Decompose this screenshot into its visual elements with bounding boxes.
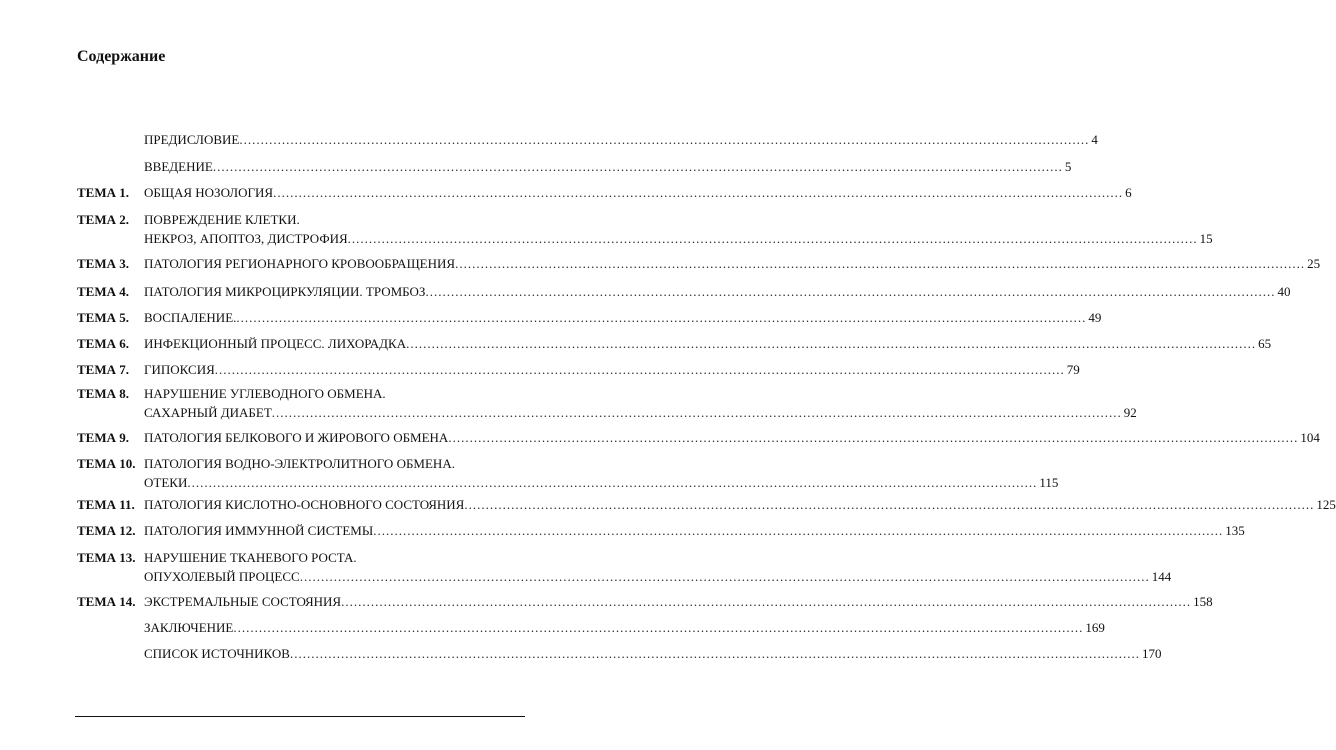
toc-entry-line [0, 184, 1132, 202]
toc-entry-line [0, 361, 1080, 379]
toc-topic-number: ТЕМА 1. [77, 185, 129, 200]
toc-entry-title: ИНФЕКЦИОННЫЙ ПРОЦЕСС. ЛИХОРАДКА [144, 336, 407, 351]
dot-leader: ........................................................................................................................................................................................................ [214, 362, 1065, 377]
toc-entry-title: САХАРНЫЙ ДИАБЕТ [144, 405, 272, 420]
toc-entry-title: НЕКРОЗ, АПОПТОЗ, ДИСТРОФИЯ [144, 231, 348, 246]
toc-entry-title: ПАТОЛОГИЯ РЕГИОНАРНОГО КРОВООБРАЩЕНИЯ [144, 256, 456, 271]
dot-leader: ........................................................................................................................................................................................................ [299, 569, 1150, 584]
toc-topic-number: ТЕМА 4. [77, 284, 129, 299]
toc-entry-line [0, 568, 1172, 586]
toc-entry-title: ПАТОЛОГИЯ ИММУННОЙ СИСТЕМЫ [144, 523, 374, 538]
toc-page-number: 25 [1307, 256, 1321, 271]
page-title: Содержание [77, 48, 166, 65]
toc-page-number: 158 [1193, 594, 1213, 609]
toc-page-number: 4 [1091, 132, 1098, 147]
toc-page-number: 65 [1258, 336, 1272, 351]
toc-entry-line [0, 404, 1137, 422]
dot-leader: ........................................................................................................................................................................................................ [187, 475, 1038, 490]
toc-entry-line [0, 211, 600, 229]
toc-entry-title: ПОВРЕЖДЕНИЕ КЛЕТКИ. [144, 212, 300, 227]
toc-entry-title: ПАТОЛОГИЯ МИКРОЦИРКУЛЯЦИИ. ТРОМБОЗ [144, 284, 426, 299]
dot-leader: ........................................................................................................................................................................................................ [406, 336, 1257, 351]
dot-leader: ........................................................................................................................................................................................................ [212, 159, 1063, 174]
dot-leader: ........................................................................................................................................................................................................ [425, 284, 1276, 299]
dot-leader: ........................................................................................................................................................................................................ [273, 185, 1124, 200]
toc-topic-number: ТЕМА 13. [77, 550, 136, 565]
toc-topic-number: ТЕМА 6. [77, 336, 129, 351]
toc-entry-line [0, 385, 600, 403]
toc-entry-line [0, 230, 1213, 248]
dot-leader: ........................................................................................................................................................................................................ [239, 132, 1090, 147]
toc-entry-line [0, 335, 1272, 353]
toc-entry-title: ВОСПАЛЕНИЕ. [144, 310, 237, 325]
toc-entry-line [0, 309, 1102, 327]
toc-entry-title: ПАТОЛОГИЯ ВОДНО-ЭЛЕКТРОЛИТНОГО ОБМЕНА. [144, 456, 455, 471]
toc-topic-number: ТЕМА 14. [77, 594, 136, 609]
dot-leader: ........................................................................................................................................................................................................ [455, 256, 1306, 271]
toc-page-number: 49 [1088, 310, 1102, 325]
toc-page-number: 5 [1064, 159, 1072, 174]
dot-leader: ........................................................................................................................................................................................................ [233, 620, 1084, 635]
toc-entry-title: НАРУШЕНИЕ УГЛЕВОДНОГО ОБМЕНА. [144, 386, 386, 401]
dot-leader: ........................................................................................................................................................................................................ [289, 646, 1140, 661]
toc-topic-number: ТЕМА 9. [77, 430, 129, 445]
toc-entry-title: ВВЕДЕНИЕ [144, 159, 213, 174]
toc-topic-number: ТЕМА 10. [77, 456, 136, 471]
toc-entry-line [0, 429, 1320, 447]
dot-leader: ........................................................................................................................................................................................................ [464, 497, 1315, 512]
toc-entry-line [0, 455, 600, 473]
bottom-rule [75, 716, 525, 717]
toc-page-number: 135 [1225, 523, 1245, 538]
toc-topic-number: ТЕМА 2. [77, 212, 129, 227]
toc-entry-title: ПАТОЛОГИЯ КИСЛОТНО-ОСНОВНОГО СОСТОЯНИЯ [144, 497, 465, 512]
dot-leader: ........................................................................................................................................................................................................ [373, 523, 1224, 538]
toc-page-number: 92 [1123, 405, 1137, 420]
toc-topic-number: ТЕМА 11. [77, 497, 135, 512]
toc-entry-title: ОТЕКИ [144, 475, 188, 490]
toc-topic-number: ТЕМА 3. [77, 256, 129, 271]
toc-entry-line [0, 522, 1245, 540]
toc-page-number: 15 [1199, 231, 1213, 246]
toc-entry-title: ЭКСТРЕМАЛЬНЫЕ СОСТОЯНИЯ [144, 594, 342, 609]
toc-page-number: 40 [1277, 284, 1291, 299]
toc-entry-line [0, 255, 1321, 273]
toc-entry-title: ЗАКЛЮЧЕНИЕ [144, 620, 234, 635]
toc-entry-title: СПИСОК ИСТОЧНИКОВ [144, 646, 290, 661]
toc-topic-number: ТЕМА 5. [77, 310, 129, 325]
dot-leader: ........................................................................................................................................................................................................ [448, 430, 1299, 445]
toc-entry-title: ОБЩАЯ НОЗОЛОГИЯ [144, 185, 274, 200]
toc-entry-line [0, 593, 1213, 611]
toc-entry-line [0, 158, 1072, 176]
dot-leader: ........................................................................................................................................................................................................ [236, 310, 1087, 325]
toc-entry-line [0, 619, 1105, 637]
toc-entry-line [0, 645, 1162, 663]
toc-topic-number: ТЕМА 12. [77, 523, 136, 538]
toc-page-number: 79 [1066, 362, 1080, 377]
toc-page-number: 125 [1316, 497, 1336, 512]
toc-entry-line [0, 549, 600, 567]
toc-page-number: 170 [1141, 646, 1162, 661]
toc-page-number: 115 [1039, 475, 1059, 490]
toc-entry-title: ПРЕДИСЛОВИЕ [144, 132, 240, 147]
toc-page-number: 6 [1125, 185, 1132, 200]
toc-entry-title: ГИПОКСИЯ [144, 362, 215, 377]
toc-entry-line [0, 496, 1336, 514]
toc-topic-number: ТЕМА 7. [77, 362, 129, 377]
dot-leader: ........................................................................................................................................................................................................ [347, 231, 1198, 246]
toc-entry-title: ОПУХОЛЕВЫЙ ПРОЦЕСС [144, 569, 300, 584]
toc-page-number: 169 [1085, 620, 1105, 635]
dot-leader: ........................................................................................................................................................................................................ [271, 405, 1122, 420]
toc-topic-number: ТЕМА 8. [77, 386, 129, 401]
toc-entry-line [0, 283, 1291, 301]
toc-entry-line [0, 474, 1059, 492]
toc-page-number: 144 [1151, 569, 1172, 584]
toc-page-number: 104 [1300, 430, 1320, 445]
toc-entry-title: НАРУШЕНИЕ ТКАНЕВОГО РОСТА. [144, 550, 357, 565]
toc-entry-line [0, 131, 1098, 149]
dot-leader: ........................................................................................................................................................................................................ [341, 594, 1192, 609]
toc-entry-title: ПАТОЛОГИЯ БЕЛКОВОГО И ЖИРОВОГО ОБМЕНА [144, 430, 449, 445]
